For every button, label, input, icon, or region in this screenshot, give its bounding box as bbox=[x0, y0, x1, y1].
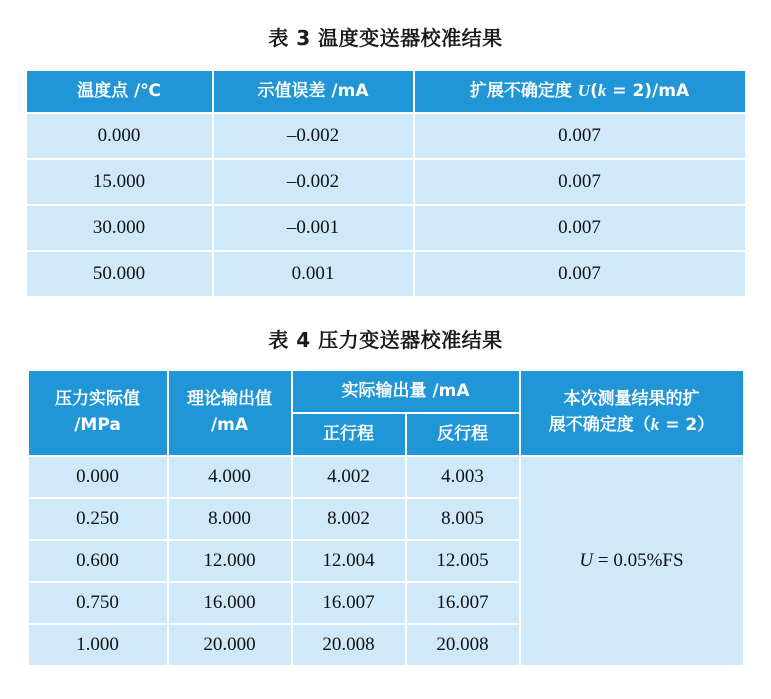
table4-cell-forward-4: 20.008 bbox=[293, 625, 405, 665]
table4-header-unc-line1: 本次测量结果的扩 bbox=[563, 388, 700, 409]
table-row bbox=[29, 457, 743, 497]
table4-cell-forward-3: 16.007 bbox=[293, 583, 405, 623]
table3-cell-unc-2: 0.007 bbox=[415, 206, 745, 250]
table3-header-temperature-point: 温度点 /℃ bbox=[27, 71, 212, 112]
table3-cell-temp-3: 50.000 bbox=[27, 252, 212, 296]
table4-header-theoretical-output-line1: 理论输出值 bbox=[187, 389, 272, 410]
table3-cell-unc-1: 0.007 bbox=[415, 160, 745, 204]
table4-cell-reverse-3: 16.007 bbox=[407, 583, 519, 623]
table4-cell-pressure-4: 1.000 bbox=[29, 625, 167, 665]
document-page bbox=[0, 22, 771, 699]
table4-uncertainty-value: = 0.05%FS bbox=[593, 549, 684, 571]
table4-cell-forward-1: 8.002 bbox=[293, 499, 405, 539]
table4-title: 表 4 压力变送器校准结果 bbox=[268, 327, 503, 352]
table4-header-actual-output-group: 实际输出量 /mA bbox=[293, 371, 519, 412]
table4-cell-uncertainty-merged bbox=[521, 457, 743, 665]
table4-header-pressure-actual bbox=[29, 371, 167, 455]
table4-header-row-1 bbox=[29, 371, 743, 412]
table3-header-row bbox=[27, 71, 745, 112]
table4-cell-reverse-1: 8.005 bbox=[407, 499, 519, 539]
table4-header-unc-line2: 展不确定度（k = 2） bbox=[548, 415, 715, 436]
table4-cell-pressure-2: 0.600 bbox=[29, 541, 167, 581]
table3-cell-err-0: –0.002 bbox=[214, 114, 413, 158]
table4-header-pressure-actual-line1: 压力实际值 bbox=[55, 389, 140, 410]
table4-cell-reverse-2: 12.005 bbox=[407, 541, 519, 581]
table4-cell-theory-0: 4.000 bbox=[169, 457, 291, 497]
table4-cell-theory-1: 8.000 bbox=[169, 499, 291, 539]
table-row bbox=[27, 206, 745, 250]
table4-cell-theory-2: 12.000 bbox=[169, 541, 291, 581]
table3-temperature-calibration bbox=[25, 69, 747, 298]
table4-pressure-calibration bbox=[27, 369, 745, 667]
table4-cell-reverse-0: 4.003 bbox=[407, 457, 519, 497]
table4-header-reverse-stroke: 反行程 bbox=[407, 414, 519, 455]
table4-cell-theory-3: 16.000 bbox=[169, 583, 291, 623]
table4-cell-theory-4: 20.000 bbox=[169, 625, 291, 665]
symbol-k: k bbox=[597, 81, 607, 100]
symbol-u: U bbox=[577, 81, 591, 100]
symbol-k: k bbox=[650, 415, 660, 435]
table4-cell-reverse-4: 20.008 bbox=[407, 625, 519, 665]
symbol-u: U bbox=[579, 549, 594, 571]
table3-header-indication-error: 示值误差 /mA bbox=[214, 71, 413, 112]
table3-cell-temp-0: 0.000 bbox=[27, 114, 212, 158]
table3-cell-unc-0: 0.007 bbox=[415, 114, 745, 158]
table4-cell-pressure-1: 0.250 bbox=[29, 499, 167, 539]
table4-header-pressure-actual-line2: /MPa bbox=[74, 414, 121, 435]
table-row bbox=[27, 252, 745, 296]
table3-cell-unc-3: 0.007 bbox=[415, 252, 745, 296]
table4-header-theoretical-output-line2: /mA bbox=[210, 414, 249, 435]
table3-cell-err-1: –0.002 bbox=[214, 160, 413, 204]
table4-cell-forward-0: 4.002 bbox=[293, 457, 405, 497]
table4-header-forward-stroke: 正行程 bbox=[293, 414, 405, 455]
table3-title: 表 3 温度变送器校准结果 bbox=[268, 26, 503, 50]
table3-cell-temp-2: 30.000 bbox=[27, 206, 212, 250]
table3-cell-err-3: 0.001 bbox=[214, 252, 413, 296]
table3-cell-temp-1: 15.000 bbox=[27, 160, 212, 204]
table-row bbox=[27, 114, 745, 158]
table4-cell-pressure-3: 0.750 bbox=[29, 583, 167, 623]
table4-header-theoretical-output bbox=[169, 371, 291, 455]
table4-cell-pressure-0: 0.000 bbox=[29, 457, 167, 497]
table3-cell-err-2: –0.001 bbox=[214, 206, 413, 250]
table4-header-expanded-uncertainty bbox=[521, 371, 743, 455]
table3-header-expanded-uncertainty: 扩展不确定度 U(k = 2)/mA bbox=[415, 71, 745, 112]
table-row bbox=[27, 160, 745, 204]
table4-cell-forward-2: 12.004 bbox=[293, 541, 405, 581]
